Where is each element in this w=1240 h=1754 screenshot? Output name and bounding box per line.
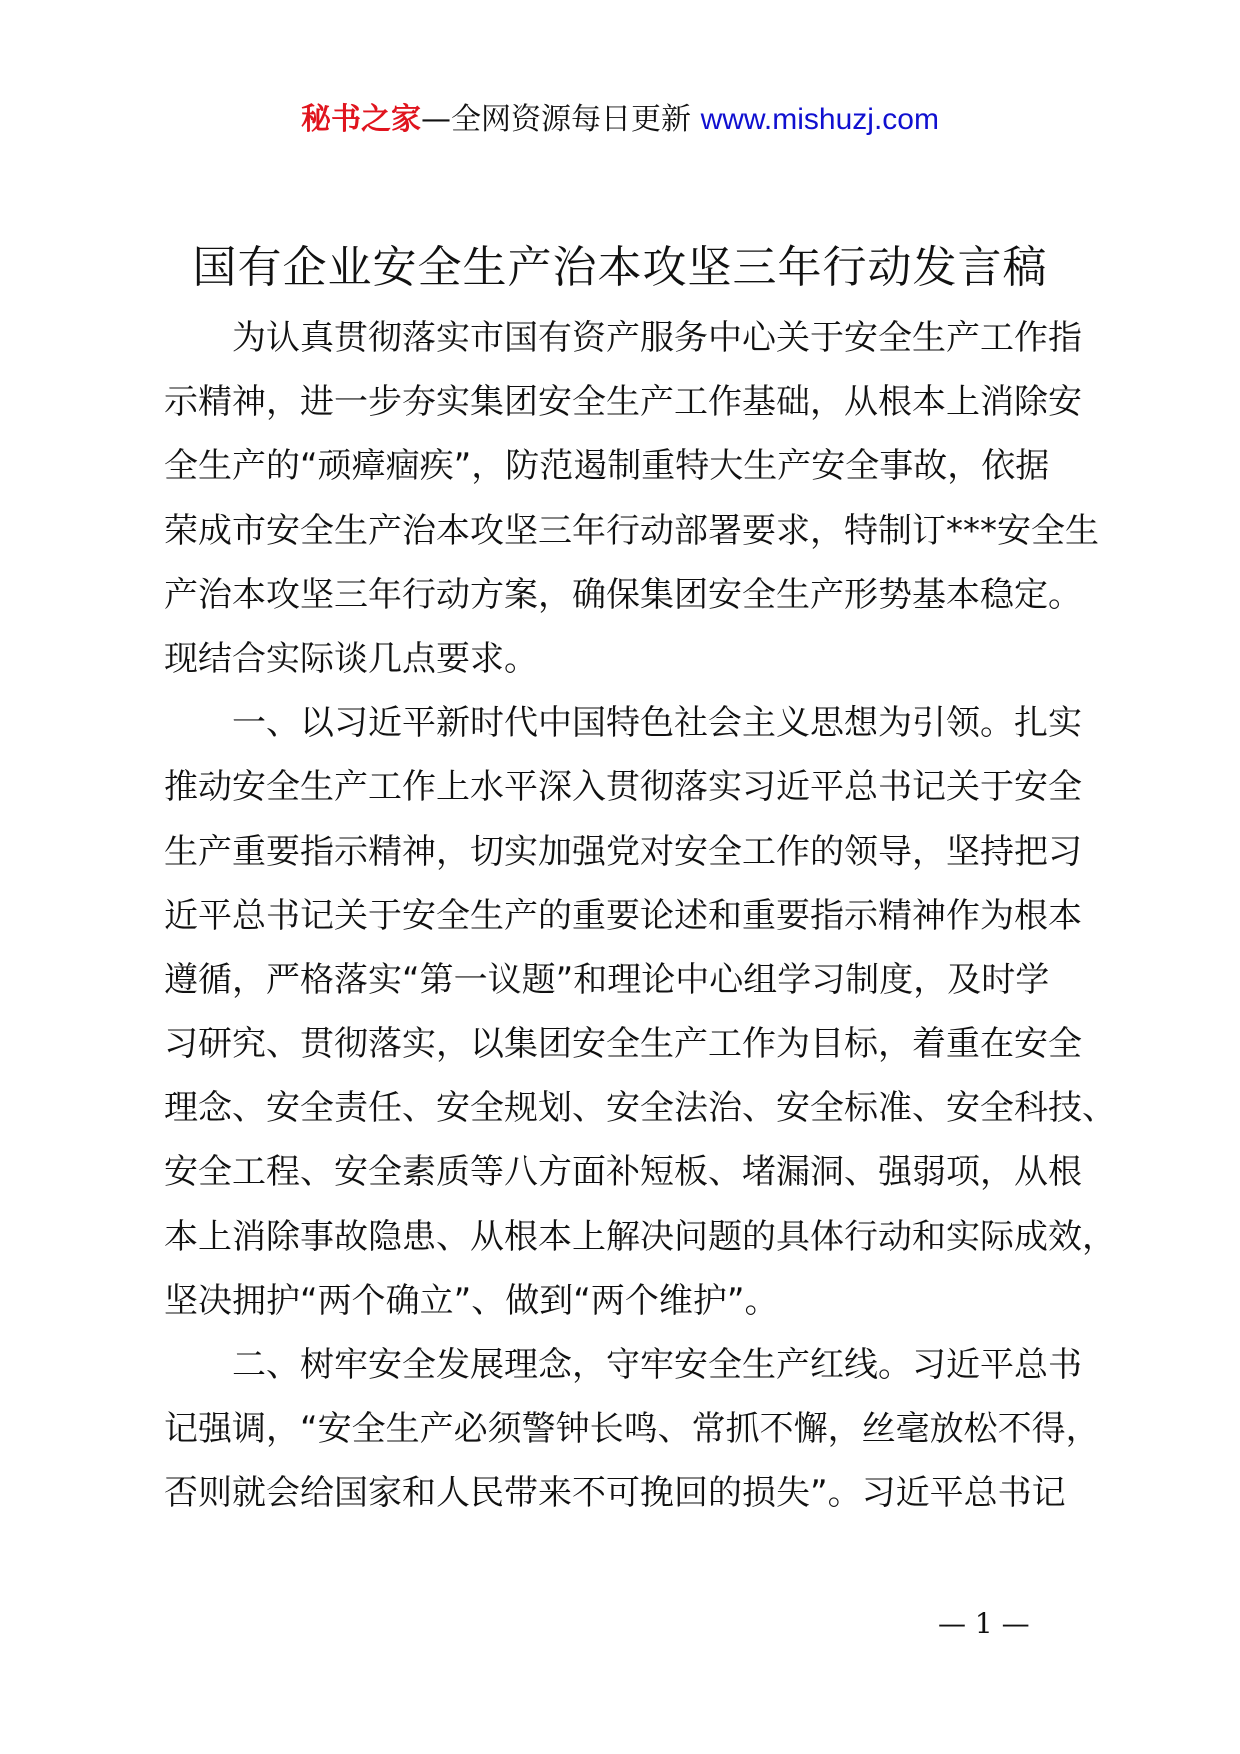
paragraph-line: 现结合实际谈几点要求。 <box>164 638 538 679</box>
paragraph-line: 示精神，进一步夯实集团安全生产工作基础，从根本上消除安 <box>164 382 1082 423</box>
paragraph-line: 全生产的“顽瘴痼疾”，防范遏制重特大生产安全事故，依据 <box>164 446 1050 487</box>
paragraph-line: 为认真贯彻落实市国有资产服务中心关于安全生产工作指 <box>232 318 1082 358</box>
brand-name: 秘书之家 <box>301 102 422 137</box>
site-header <box>0 100 1240 140</box>
paragraph-line: 记强调，“安全生产必须警钟长鸣、常抓不懈，丝毫放松不得， <box>164 1409 1100 1450</box>
paragraph-line: 荣成市安全生产治本攻坚三年行动部署要求，特制订***安全生 <box>164 510 1099 551</box>
site-url-link[interactable]: www.mishuzj.com <box>700 103 939 136</box>
page-number: — 1 — <box>938 1607 1030 1640</box>
paragraph-line: 近平总书记关于安全生产的重要论述和重要指示精神作为根本 <box>164 895 1082 936</box>
paragraph-line: 推动安全生产工作上水平深入贯彻落实习近平总书记关于安全 <box>164 767 1082 808</box>
paragraph-line: 一、以习近平新时代中国特色社会主义思想为引领。扎实 <box>232 703 1082 744</box>
paragraph-line: 遵循，严格落实“第一议题”和理论中心组学习制度，及时学 <box>164 959 1050 1000</box>
paragraph-line: 理念、安全责任、安全规划、安全法治、安全标准、安全科技、 <box>164 1088 1116 1129</box>
paragraph-line: 习研究、贯彻落实，以集团安全生产工作为目标，着重在安全 <box>164 1024 1082 1065</box>
paragraph-line: 产治本攻坚三年行动方案，确保集团安全生产形势基本稳定。 <box>164 574 1082 615</box>
header-tagline: —全网资源每日更新 <box>421 102 692 137</box>
paragraph-line: 安全工程、安全素质等八方面补短板、堵漏洞、强弱项，从根 <box>164 1152 1082 1193</box>
paragraph-line: 生产重要指示精神，切实加强党对安全工作的领导，坚持把习 <box>164 831 1082 872</box>
document-title: 国有企业安全生产治本攻坚三年行动发言稿 <box>192 242 1048 293</box>
paragraph-line: 否则就会给国家和人民带来不可挽回的损失”。习近平总书记 <box>164 1473 1066 1514</box>
paragraph-line: 坚决拥护“两个确立”、做到“两个维护”。 <box>164 1280 779 1321</box>
paragraph-line: 二、树牢安全发展理念，守牢安全生产红线。习近平总书 <box>232 1345 1082 1385</box>
paragraph-line: 本上消除事故隐患、从根本上解决问题的具体行动和实际成效， <box>164 1216 1116 1257</box>
document-body <box>164 306 1116 1526</box>
